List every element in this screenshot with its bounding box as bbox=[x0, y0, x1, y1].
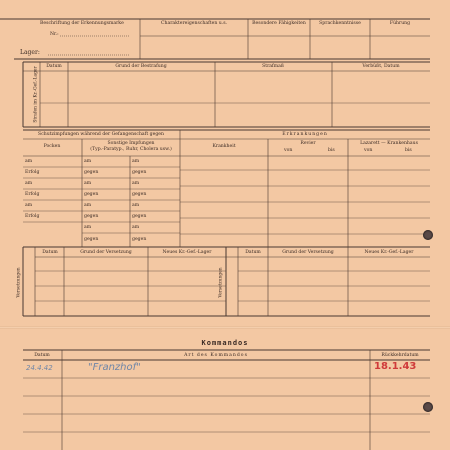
erkrankungen-revier-von: von bbox=[284, 148, 293, 153]
versetzungen-grund-left: Grund der Versetzung bbox=[80, 250, 132, 255]
schutz-row-mid: gegen bbox=[84, 237, 99, 242]
punch-hole-lower bbox=[423, 402, 433, 412]
schutz-row-right: gegen bbox=[132, 192, 147, 197]
schutz-row-left: Erfolg bbox=[25, 214, 40, 219]
strafen-datum: Datum bbox=[46, 64, 62, 69]
erkrankungen-laz-von: von bbox=[364, 148, 373, 153]
schutz-row-right: am bbox=[132, 225, 140, 230]
schutz-row-mid: am bbox=[84, 181, 92, 186]
kommandos-rueckkehr: Rückkehrdatum bbox=[381, 353, 419, 358]
erkrankungen-lazarett: Lazarett — Krankenhaus bbox=[360, 141, 418, 146]
schutz-row-mid: am bbox=[84, 159, 92, 164]
label-beschriftung: Beschriftung der Erkennungsmarke bbox=[40, 21, 124, 26]
punch-hole-upper bbox=[423, 230, 433, 240]
schutz-row-left: am bbox=[25, 159, 33, 164]
erkrankungen-krankheit: Krankheit bbox=[212, 144, 236, 149]
schutz-sonstige-2: (Typ.-Paratyp., Ruhr, Cholera usw.) bbox=[90, 147, 172, 152]
versetzungen-datum-right: Datum bbox=[245, 250, 261, 255]
label-lager: Lager: bbox=[20, 49, 40, 56]
erkrankungen-revier: Revier bbox=[300, 141, 316, 146]
schutz-pocken: Pocken bbox=[43, 144, 61, 149]
versetzungen-neues-left: Neues Kr.-Gef.-Lager bbox=[162, 250, 212, 255]
schutz-header: Schutzimpfungen während der Gefangenschaft gegen bbox=[38, 132, 164, 137]
kommando-entry-return: 18.1.43 bbox=[374, 361, 417, 372]
schutz-row-mid: gegen bbox=[84, 192, 99, 197]
kommando-entry-date: 24.4.42 bbox=[26, 364, 53, 372]
kommandos-datum: Datum bbox=[34, 353, 50, 358]
label-sprachen: Sprachkenntnisse bbox=[319, 21, 361, 26]
erkrankungen-header: Erkrankungen bbox=[282, 132, 328, 137]
strafen-side-label: Strafen im Kr.-Gef.-Lager bbox=[33, 66, 39, 123]
schutz-row-left: am bbox=[25, 203, 33, 208]
schutz-sonstige-1: Sonstige Impfungen bbox=[107, 141, 155, 146]
schutz-row-left: Erfolg bbox=[25, 192, 40, 197]
kommando-entry-art: "Franzhof" bbox=[88, 362, 141, 373]
label-fuehrung: Führung bbox=[389, 21, 411, 26]
schutz-row-right: gegen bbox=[132, 214, 147, 219]
kommandos-art: Art des Kommandos bbox=[184, 353, 248, 358]
schutz-row-mid: am bbox=[84, 203, 92, 208]
strafen-grund: Grund der Bestrafung bbox=[115, 64, 167, 69]
schutz-row-right: am bbox=[132, 203, 140, 208]
schutz-row-mid: gegen bbox=[84, 214, 99, 219]
schutz-row-right: gegen bbox=[132, 237, 147, 242]
versetzungen-side-label-left: Versetzungen bbox=[16, 267, 22, 298]
versetzungen-neues-right: Neues Kr.-Gef.-Lager bbox=[364, 250, 414, 255]
erkrankungen-revier-bis: bis bbox=[328, 148, 335, 153]
schutz-row-right: am bbox=[132, 181, 140, 186]
schutz-row-right: gegen bbox=[132, 170, 147, 175]
kommandos-title: Kommandos bbox=[201, 339, 249, 347]
label-nr: Nr.: bbox=[50, 32, 59, 37]
schutz-row-left: Erfolg bbox=[25, 170, 40, 175]
schutz-row-right: am bbox=[132, 159, 140, 164]
label-charakter: Charaktereigenschaften u.s. bbox=[160, 21, 228, 26]
fold-crease bbox=[0, 326, 450, 329]
versetzungen-datum-left: Datum bbox=[42, 250, 58, 255]
versetzungen-grund-right: Grund der Versetzung bbox=[282, 250, 334, 255]
strafen-verbuesst: Verbüßt, Datum bbox=[362, 64, 400, 69]
label-faehigkeiten: Besondere Fähigkeiten bbox=[252, 21, 306, 26]
strafen-strafmass: Strafmaß bbox=[262, 64, 284, 69]
schutz-row-mid: gegen bbox=[84, 170, 99, 175]
schutz-row-left: am bbox=[25, 181, 33, 186]
schutz-row-mid: am bbox=[84, 225, 92, 230]
erkrankungen-laz-bis: bis bbox=[405, 148, 412, 153]
versetzungen-side-label-right: Versetzungen bbox=[218, 267, 224, 298]
